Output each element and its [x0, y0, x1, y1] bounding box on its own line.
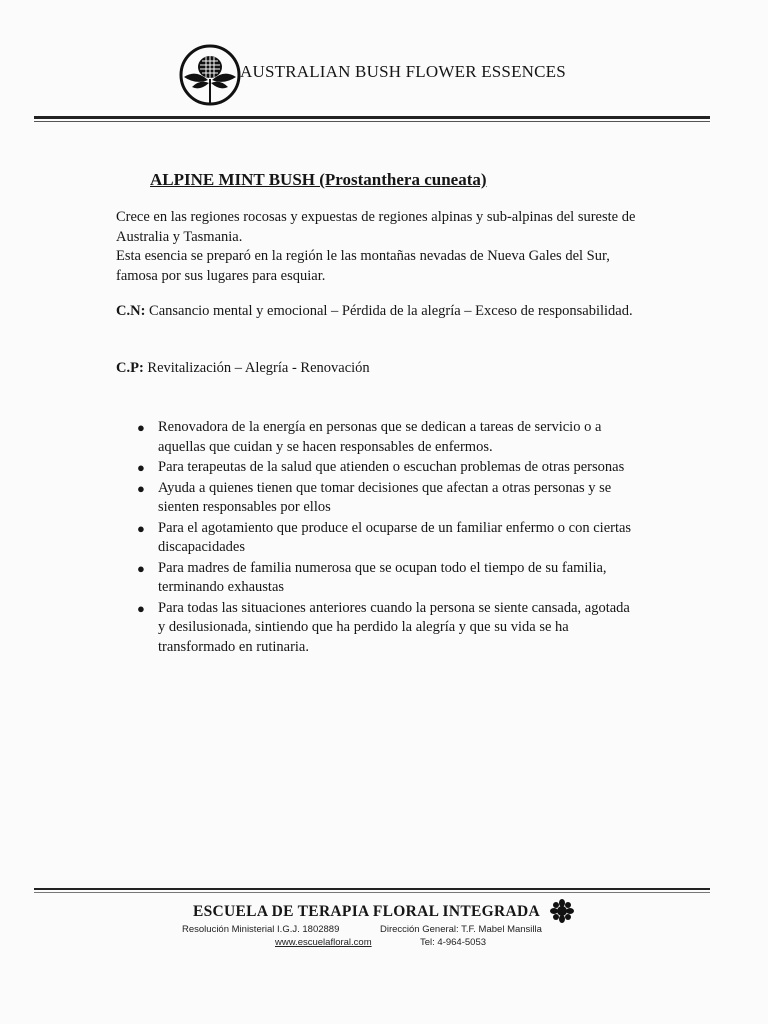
list-item-text: Para todas las situaciones anteriores cuando la persona se siente cansada, agotada y desilusionada, sintiendo que ha perdido la alegría y que su vida se ha transformado en rutinaria. — [158, 599, 630, 655]
bullet-icon: ● — [137, 520, 145, 536]
header-rule-thin — [34, 121, 710, 122]
header — [178, 40, 566, 110]
bullet-list — [136, 418, 636, 658]
cp-paragraph — [116, 359, 636, 379]
intro-paragraph — [116, 208, 636, 286]
footer-rule — [34, 888, 710, 890]
direction-text: Dirección General: T.F. Mabel Mansilla — [380, 924, 542, 935]
cn-label: C.N: — [116, 303, 146, 319]
organization-title: AUSTRALIAN BUSH FLOWER ESSENCES — [240, 62, 566, 81]
list-item — [136, 559, 636, 598]
cp-label: C.P: — [116, 360, 144, 376]
list-item — [136, 479, 636, 518]
school-name: ESCUELA DE TERAPIA FLORAL INTEGRADA — [193, 903, 540, 920]
list-item — [136, 599, 636, 658]
bullet-icon: ● — [137, 420, 145, 435]
intro-text: Crece en las regiones rocosas y expuestas de regiones alpinas y sub-alpinas del sureste de Australia y Tasmania. Esta esencia se preparó en la región le las montañas nevadas de Nueva Gales del Sur, famosa por sus lugares para esquiar. — [116, 209, 636, 284]
cn-paragraph — [116, 302, 636, 322]
list-item-text: Para terapeutas de la salud que atienden o escuchan problemas de otras personas — [158, 459, 625, 475]
bullet-icon: ● — [137, 560, 145, 576]
list-item-text: Ayuda a quienes tienen que tomar decisiones que afectan a otras personas y se sienten responsables por ellos — [158, 479, 612, 515]
list-item — [136, 458, 636, 478]
website-link[interactable]: www.escuelafloral.com — [275, 937, 372, 948]
cn-text: Cansancio mental y emocional – Pérdida de la alegría – Exceso de responsabilidad. — [145, 303, 633, 319]
list-item-text: Para madres de familia numerosa que se ocupan todo el tiempo de su familia, terminando exhaustas — [158, 559, 607, 595]
waratah-flower-logo — [178, 43, 242, 107]
bullet-icon: ● — [137, 460, 145, 475]
list-item-text: Para el agotamiento que produce el ocuparse de un familiar enfermo o con ciertas discapacidades — [158, 519, 632, 555]
flower-icon — [549, 899, 575, 923]
resolution-text: Resolución Ministerial I.G.J. 1802889 — [182, 924, 340, 935]
bullet-icon: ● — [137, 480, 145, 496]
list-item — [136, 519, 636, 558]
phone-text: Tel: 4-964-5053 — [420, 937, 487, 948]
header-rule — [34, 116, 710, 119]
list-item — [136, 418, 636, 457]
footer-rule-thin — [34, 892, 710, 893]
list-item-text: Renovadora de la energía en personas que se dedican a tareas de servicio o a aquellas que cuidan y se hacen responsables de enfermos. — [158, 419, 602, 455]
bullet-icon: ● — [137, 600, 145, 616]
essence-title: ALPINE MINT BUSH (Prostanthera cuneata) — [150, 170, 487, 189]
cp-text: Revitalización – Alegría - Renovación — [143, 360, 370, 376]
